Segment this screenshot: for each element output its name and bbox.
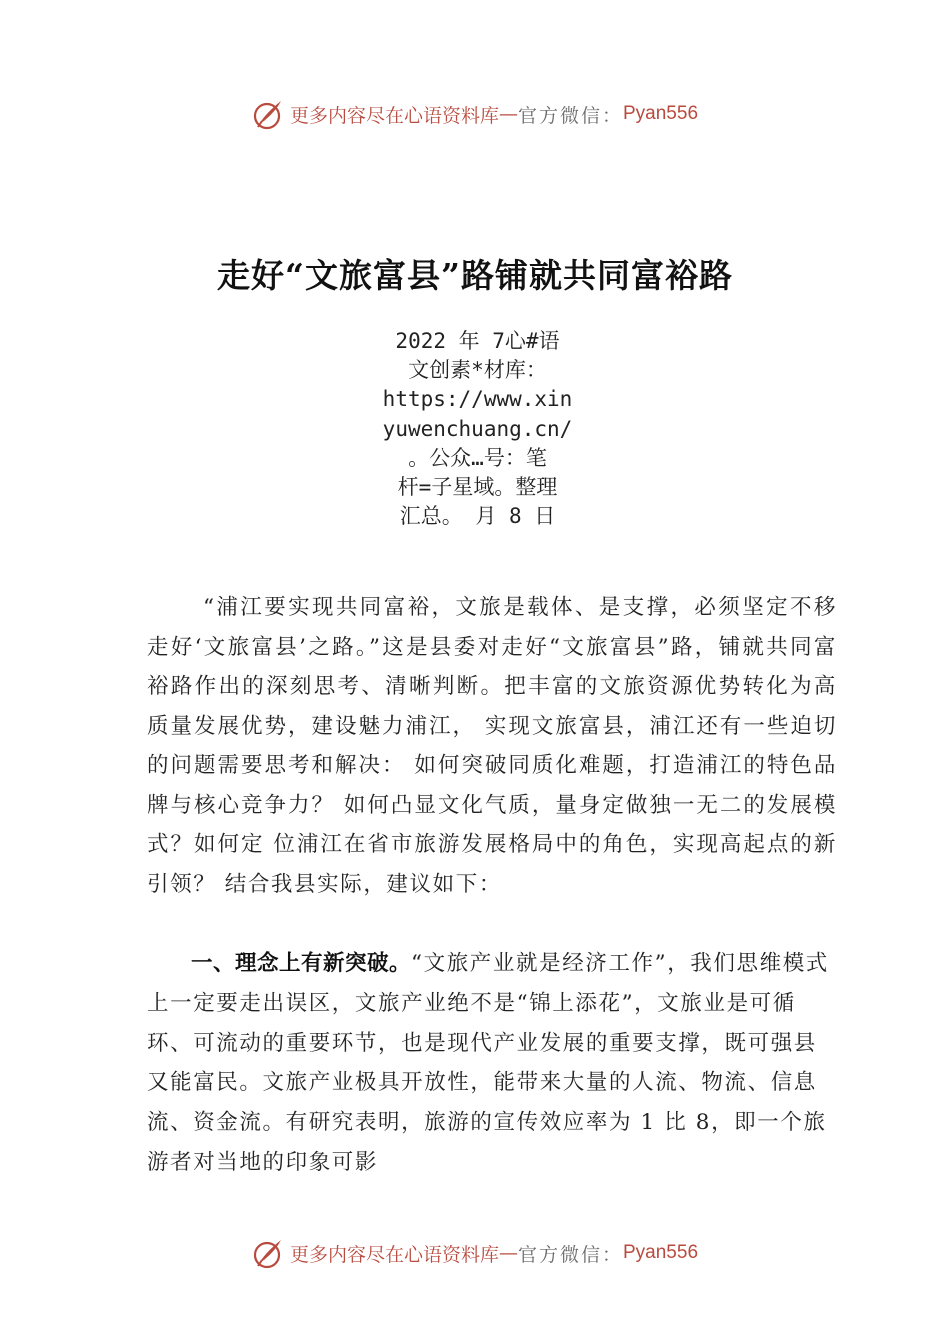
banner-dash: — [498,1242,518,1264]
section-one-body: “文旅产业就是经济工作”，我们思维模式上一定要走出误区，文旅产业绝不是“锦上添花”，文旅业是可循环、可流动的重要环节，也是现代产业发展的重要支撑，既可强县又能富民。文旅产业极具开放性，能带来大量的人流、物流、信息流、资金流。有研究表明，旅游的宣传效应率为 1 比 8，即一个旅游者对当地的印象可影 [147,951,829,1175]
quill-pen-logo-icon [252,1236,286,1270]
banner-wechat-label: 官方微信： [517,104,623,127]
header-banner [0,96,950,132]
quill-pen-logo-icon [252,97,286,131]
dateline-line: 汇总。 月 8 日 [399,504,556,529]
paragraph-section-one [147,944,837,1183]
dateline-line: 。公众…号：笔 [408,445,547,470]
banner-main-text: 更多内容尽在心语资料库 [289,104,499,127]
banner-main-text: 更多内容尽在心语资料库 [289,1243,499,1266]
banner-wechat-label: 官方微信： [517,1243,623,1266]
dateline-line: 2022 年 7心#语 [395,329,560,353]
dateline-line: yuwenchuang.cn/ [382,416,573,441]
paragraph-intro: “浦江要实现共同富裕，文旅是载体、是支撑，必须坚定不移走好‘文旅富县’之路。”这是县委对走好“文旅富县”路，铺就共同富裕路作出的深刻思考、清晰判断。把丰富的文旅资源优势转化为高质量发展优势，建设魅力浦江， 实现文旅富县，浦江还有一些迫切的问题需要思考和解决： 如何突破同质化难题，打造浦江的特色品牌与核心竞争力？ 如何凸显文化气质，量身定做独一无二的发展模式？如何定 位浦江在省市旅游发展格局中的角色，实现高起点的新引领？ 结合我县实际，建议如下： [147,595,837,897]
document-title: 走好“文旅富县”路铺就共同富裕路 [217,256,733,295]
banner-wechat-id: Pyan556 [623,103,699,124]
dateline-line: 文创素*材库： [408,358,547,383]
dateline-line: 杆=子星域。整理 [397,475,558,500]
banner-wechat-id: Pyan556 [623,1242,699,1263]
dateline-block [370,327,585,531]
section-one-heading: 一、理念上有新突破。 [191,951,412,976]
footer-banner [0,1235,950,1271]
banner-dash: — [498,103,518,125]
dateline-line: https://www.xin [382,387,573,412]
